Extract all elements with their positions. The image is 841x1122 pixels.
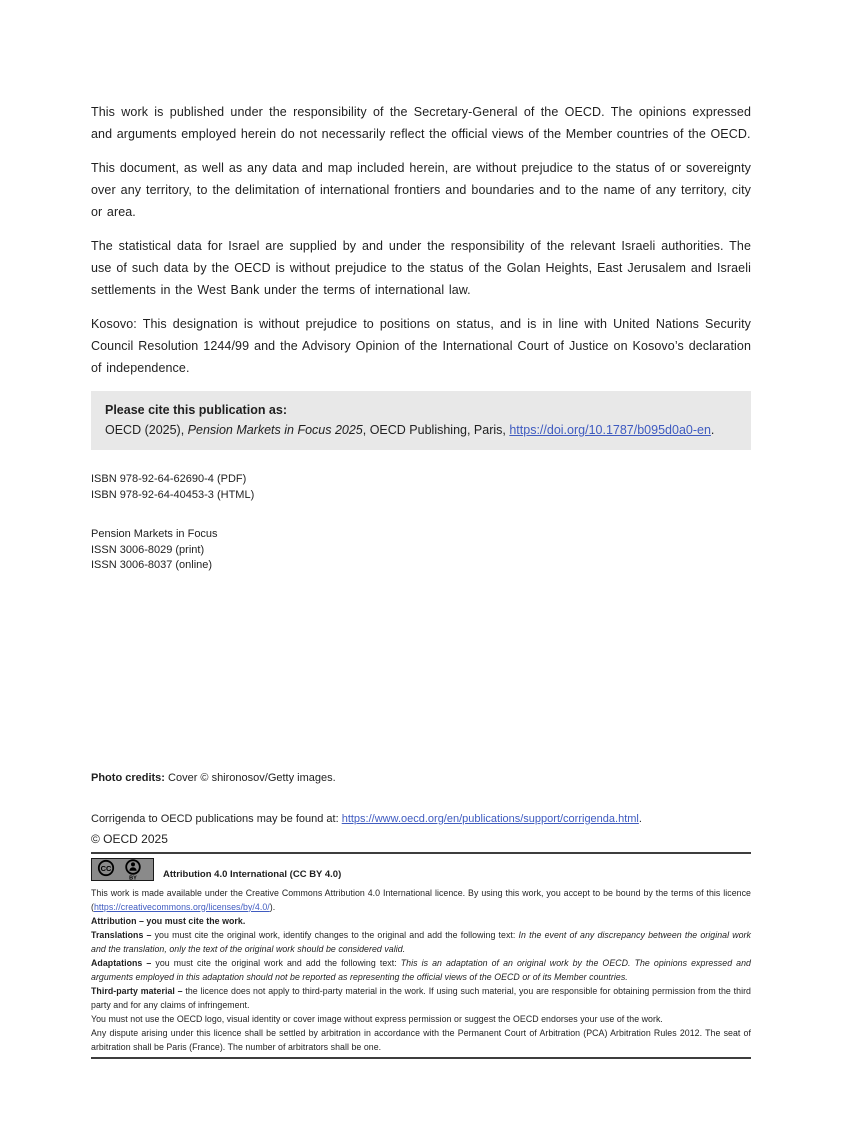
corrigenda-suffix: . xyxy=(638,812,642,825)
license-cc-link[interactable]: https://creativecommons.org/licenses/by/4.0/ xyxy=(93,901,270,912)
corrigenda-link[interactable]: https://www.oecd.org/en/publications/support/corrigenda.html xyxy=(341,812,639,825)
license-attribution-line: Attribution – you must cite the work. xyxy=(91,915,246,926)
corrigenda-prefix: Corrigenda to OECD publications may be found at: xyxy=(91,812,342,825)
thirdparty-text: the licence does not apply to third-party material in the work. If using such material, you are responsible for obtaining permission from the third party and for any claims of infringement. xyxy=(91,985,751,1010)
license-thirdparty-line xyxy=(91,984,751,1012)
adaptations-quote: This is an adaptation of an original work by the OECD. The opinions expressed and arguments employed in this adaptation should not be reported as representing the official views of the OECD or of its Member countries. xyxy=(91,957,752,982)
disclaimer-paragraph-israel: The statistical data for Israel are supplied by and under the responsibility of the relevant Israeli authorities. The use of such data by the OECD is without prejudice to the status of the Golan Heights, East Jerusalem and Israeli settlements in the West Bank under the terms of international law. xyxy=(91,239,751,297)
citation-title: Pension Markets in Focus 2025 xyxy=(187,423,363,437)
license-translations-line xyxy=(91,928,751,956)
citation-doi-link[interactable]: https://doi.org/10.1787/b095d0a0-en xyxy=(509,423,711,437)
citation-suffix: . xyxy=(710,423,715,437)
issn-print: ISSN 3006-8029 (print) xyxy=(91,543,205,556)
corrigenda-line xyxy=(91,811,751,827)
license-intro xyxy=(91,886,751,914)
license-header-row xyxy=(91,858,751,881)
citation-prefix: OECD (2025), xyxy=(105,423,188,437)
top-margin xyxy=(91,0,751,101)
translations-lead: Translations – xyxy=(91,929,155,940)
citation-middle: , OECD Publishing, Paris, xyxy=(362,423,510,437)
isbn-pdf: ISBN 978-92-64-62690-4 (PDF) xyxy=(91,473,247,485)
issn-online: ISSN 3006-8037 (online) xyxy=(91,559,213,571)
citation-line xyxy=(105,420,737,440)
cc-icon xyxy=(99,860,113,874)
license-logo-line: You must not use the OECD logo, visual identity or cover image without express permission or suggest the OECD endorses your use of the work. xyxy=(91,1013,663,1024)
divider-bottom xyxy=(91,1057,751,1059)
photo-credits-text: Cover © shironosov/Getty images. xyxy=(164,771,336,784)
svg-text:CC: CC xyxy=(100,863,112,873)
isbn-html: ISBN 978-92-64-40453-3 (HTML) xyxy=(91,489,255,501)
citation-box xyxy=(91,391,751,450)
page-content xyxy=(91,0,751,1059)
disclaimer-paragraph-kosovo: Kosovo: This designation is without prejudice to positions on status, and is in line with United Nations Security Council Resolution 1244/99 and the Advisory Opinion of the International Court of Justice on Kosovo’s declaration of independence. xyxy=(91,317,751,375)
divider-top xyxy=(91,852,751,854)
svg-text:BY: BY xyxy=(129,875,137,881)
isbn-block xyxy=(91,471,751,503)
license-intro-suffix: ). xyxy=(269,901,276,912)
citation-heading: Please cite this publication as: xyxy=(105,403,288,417)
copyright-line: © OECD 2025 xyxy=(91,831,168,846)
license-dispute-line: Any dispute arising under this licence shall be settled by arbitration in accordance with the Permanent Court of Arbitration (PCA) Arbitration Rules 2012. The seat of arbitration shall be Paris (France). The number of arbitrators shall be one. xyxy=(91,1027,751,1052)
license-intro-prefix: This work is made available under the Creative Commons Attribution 4.0 International licence. By using this work, you accept to be bound by the terms of this licence ( xyxy=(91,887,751,912)
disclaimer-paragraph-responsibility: This work is published under the responsibility of the Secretary-General of the OECD. The opinions expressed and arguments employed herein do not necessarily reflect the official views of the Member countries of the OECD. xyxy=(91,105,751,141)
translations-quote: In the event of any discrepancy between the original work and the translation, only the text of the original work should be considered valid. xyxy=(91,929,751,954)
series-title: Pension Markets in Focus xyxy=(91,528,218,540)
adaptations-text: you must cite the original work and add the following text: xyxy=(155,957,401,968)
disclaimer-paragraph-territory: This document, as well as any data and map included herein, are without prejudice to the status of or sovereignty over any territory, to the delimitation of international frontiers and boundaries and to the name of any territory, city or area. xyxy=(91,161,751,219)
photo-credits-label: Photo credits: xyxy=(91,771,165,784)
adaptations-lead: Adaptations – xyxy=(91,957,156,968)
translations-text: you must cite the original work, identify changes to the original and add the following text: xyxy=(154,929,519,940)
photo-credits-line xyxy=(91,770,751,786)
license-text-block xyxy=(91,886,751,1054)
thirdparty-lead: Third-party material – xyxy=(91,985,186,996)
license-adaptations-line xyxy=(91,956,751,984)
cc-by-badge-icon xyxy=(91,858,154,881)
series-block xyxy=(91,527,751,574)
license-heading: Attribution 4.0 International (CC BY 4.0) xyxy=(163,868,342,880)
